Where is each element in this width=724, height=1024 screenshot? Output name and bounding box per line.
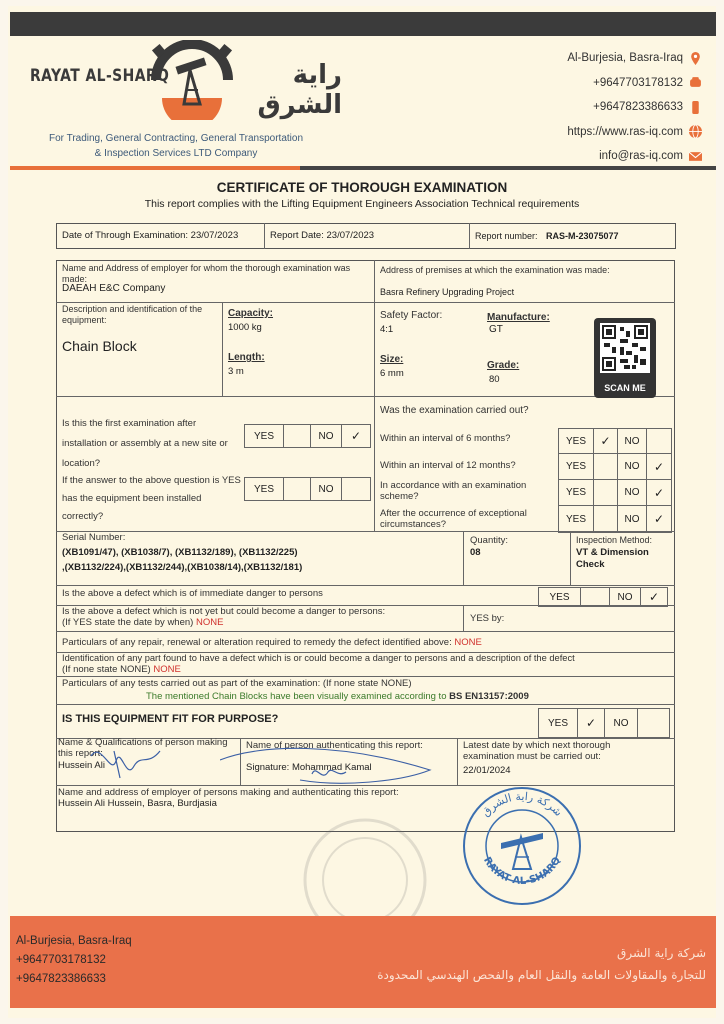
installed-correctly-question: If the answer to the above question is YES has the equipment been installed correctly? (62, 475, 241, 522)
employer-value: DAEAH E&C Company (62, 283, 166, 294)
future-danger-line2 (62, 617, 223, 628)
tests-line (146, 691, 529, 702)
divider (570, 531, 571, 586)
capacity-value: 1000 kg (228, 322, 262, 333)
report-date: Report Date: 23/07/2023 (270, 230, 375, 241)
header-contact (567, 46, 702, 169)
first-exam-question: Is this the first examination after installation or assembly at a new site or location? (62, 418, 228, 469)
certificate-title: CERTIFICATE OF THOROUGH EXAMINATION (216, 180, 508, 195)
exceptional-question: After the occurrence of exceptional circumstances? (380, 508, 527, 530)
divider (56, 302, 675, 303)
capacity-label: Capacity: (228, 308, 274, 319)
contact-phone-1[interactable]: +9647703178132 (593, 76, 683, 89)
phone-icon (689, 76, 702, 89)
immediate-yes[interactable]: YES (538, 587, 581, 607)
interval-12-no[interactable]: NO (617, 453, 647, 480)
repair-question: Particulars of any repair, renewal or alteration required to remedy the defect identified above: (62, 637, 452, 648)
interval-6-no[interactable]: NO (617, 428, 647, 454)
serial-line-1: (XB1091/47), (XB1038/7), (XB1132/189), (XB1132/225) (62, 547, 298, 558)
divider (56, 396, 675, 397)
installed-yes-box[interactable] (283, 477, 311, 501)
report-person-value: Hussein Ali (58, 760, 105, 771)
first-exam-no-check[interactable]: ✓ (341, 424, 371, 448)
safety-factor-value: 4:1 (380, 324, 394, 335)
carried-out-question: Was the examination carried out? (380, 405, 529, 416)
divider (457, 738, 458, 785)
divider (56, 704, 675, 705)
divider (463, 531, 464, 586)
logo-arabic-text: راية الشرق (257, 60, 342, 120)
premises-label: Address of premises at which the examination was made: (380, 265, 610, 275)
scheme-no[interactable]: NO (617, 479, 647, 506)
header-bar (10, 12, 716, 36)
inspection-method-value: VT & Dimension Check (576, 547, 649, 570)
exceptional-no-check[interactable]: ✓ (646, 505, 672, 533)
future-danger-none: NONE (195, 617, 224, 628)
exceptional-yes-box[interactable] (593, 505, 618, 533)
repair-none: NONE (454, 637, 482, 648)
contact-address: Al-Burjesia, Basra-Iraq (567, 52, 683, 65)
interval-12-yes[interactable]: YES (558, 453, 594, 480)
fit-no[interactable]: NO (604, 708, 638, 738)
exam-date: Date of Through Examination: 23/07/2023 (62, 230, 239, 241)
company-tagline (26, 131, 326, 161)
footer-address: Al-Burjesia, Basra-Iraq (16, 935, 132, 947)
tagline-line-1: For Trading, General Contracting, General Transportation (48, 133, 304, 144)
contact-email[interactable]: info@ras-iq.com (599, 150, 683, 163)
premises-value: Basra Refinery Upgrading Project (380, 287, 515, 297)
footer-phone-2[interactable]: +9647823386633 (16, 973, 106, 985)
company-logo (22, 40, 342, 130)
footer-arabic (377, 942, 706, 986)
footer-arabic-line-2: للتجارة والمقاولات العامة والنقل العام والفحص الهندسي المحدودة (377, 968, 706, 982)
footer (10, 916, 716, 1008)
serial-label: Serial Number: (62, 532, 126, 543)
employer-label: Name and Address of employer for whom the thorough examination was made: (62, 263, 351, 284)
interval-12-question: Within an interval of 12 months? (380, 460, 516, 471)
employer-persons-value: Hussein Ali Hussein, Basra, Burdjasia (58, 798, 217, 809)
auth-person-label: Name of person authenticating this report: (246, 740, 423, 751)
identification-line2 (62, 664, 181, 675)
interval-6-question: Within an interval of 6 months? (380, 433, 511, 444)
immediate-danger-question: Is the above a defect which is of immediate danger to persons (62, 588, 323, 599)
repair-line (62, 637, 482, 648)
scheme-yes-box[interactable] (593, 479, 618, 506)
divider (463, 605, 464, 631)
fit-no-box[interactable] (637, 708, 670, 738)
divider (374, 260, 375, 396)
installed-yes[interactable]: YES (244, 477, 284, 501)
mobile-icon (689, 101, 702, 114)
footer-contact (16, 932, 132, 989)
immediate-yes-box[interactable] (580, 587, 610, 607)
stamp-bottom-text: RAYAT AL-SHARQ (481, 855, 563, 887)
report-number: RAS-M-23075077 (546, 231, 619, 241)
immediate-no[interactable]: NO (609, 587, 641, 607)
divider (56, 676, 675, 677)
installed-no-box[interactable] (341, 477, 371, 501)
scheme-yes[interactable]: YES (558, 479, 594, 506)
footer-arabic-line-1: شركة راية الشرق (617, 946, 706, 960)
manufacture-label: Manufacture: (487, 312, 550, 323)
tests-value: The mentioned Chain Blocks have been visually examined according to (146, 691, 447, 702)
grade-value: 80 (489, 374, 500, 385)
report-person-label: Name & Qualifications of person making this report: (58, 737, 228, 759)
size-label: Size: (380, 354, 404, 365)
manufacture-value: GT (489, 324, 503, 335)
interval-6-no-box[interactable] (646, 428, 672, 454)
location-pin-icon (689, 52, 702, 65)
exceptional-yes[interactable]: YES (558, 505, 594, 533)
contact-phone-2[interactable]: +9647823386633 (593, 101, 683, 114)
inspection-method-label: Inspection Method: (576, 535, 653, 545)
company-stamp-icon (461, 785, 583, 907)
tests-standard: BS EN13157:2009 (449, 691, 529, 702)
interval-6-yes[interactable]: YES (558, 428, 594, 454)
length-value: 3 m (228, 366, 244, 377)
identification-none: NONE (153, 664, 181, 675)
quantity-label: Quantity: (470, 535, 509, 546)
qr-code-icon (600, 323, 650, 373)
contact-website[interactable]: https://www.ras-iq.com (567, 125, 683, 138)
description-value: Chain Block (62, 338, 137, 354)
first-exam-yes[interactable]: YES (244, 424, 284, 448)
fit-yes-check[interactable]: ✓ (577, 708, 605, 738)
tagline-line-2: & Inspection Services LTD Company (94, 148, 258, 159)
signature-hussein (86, 736, 166, 786)
scheme-no-check[interactable]: ✓ (646, 479, 672, 506)
safety-factor-label: Safety Factor: (380, 310, 443, 321)
future-danger-hint: (If YES state the date by when) (62, 617, 194, 628)
logo-english-text: RAYAT AL-SHARQ (30, 66, 170, 86)
interval-6-yes-check[interactable]: ✓ (593, 428, 618, 454)
auth-signature: Signature: Mohammad Kamal (246, 762, 372, 773)
divider (469, 223, 470, 249)
certificate-subtitle: This report complies with the Lifting Equipment Engineers Association Technical requirements (144, 198, 580, 210)
qr-code[interactable] (594, 318, 656, 398)
fit-for-purpose-question: IS THIS EQUIPMENT FIT FOR PURPOSE? (62, 713, 279, 725)
exceptional-no[interactable]: NO (617, 505, 647, 533)
divider (374, 396, 375, 531)
divider (56, 631, 675, 632)
identification-question: Identification of any part found to have a defect which is or could become a danger to persons and a description of the defect (62, 653, 575, 663)
future-danger-question: Is the above a defect which is not yet but could become a danger to persons: (62, 606, 386, 617)
identification-hint: (If none state NONE) (62, 664, 151, 675)
interval-12-yes-box[interactable] (593, 453, 618, 480)
yes-by-label: YES by: (470, 613, 505, 624)
length-label: Length: (228, 352, 265, 363)
scan-me-label: SCAN ME (604, 383, 646, 393)
stamp-top-text: شركة راية الشرق (478, 789, 565, 819)
size-value: 6 mm (380, 368, 404, 379)
divider (56, 585, 675, 586)
grade-label: Grade: (487, 360, 520, 371)
serial-line-2: ,(XB1132/224),(XB1132/244),(XB1038/14),(XB1132/181) (62, 562, 303, 573)
tests-label: Particulars of any tests carried out as part of the examination: (If none state NONE) (62, 678, 412, 689)
email-icon (689, 150, 702, 163)
description-label: Description and identification of the equipment: (62, 304, 203, 325)
first-exam-yes-box[interactable] (283, 424, 311, 448)
footer-phone-1[interactable]: +9647703178132 (16, 954, 106, 966)
next-exam-label: Latest date by which next thorough examination must be carried out: (463, 740, 611, 762)
fit-yes[interactable]: YES (538, 708, 578, 738)
next-exam-date: 22/01/2024 (463, 765, 511, 776)
first-exam-no[interactable]: NO (310, 424, 342, 448)
globe-icon (689, 125, 702, 138)
quantity-value: 08 (470, 547, 481, 558)
interval-12-no-check[interactable]: ✓ (646, 453, 672, 480)
scheme-question: In accordance with an examination scheme? (380, 480, 527, 502)
divider-gray (300, 166, 716, 170)
svg-text:RAYAT AL-SHARQ (481, 855, 563, 887)
svg-text:شركة راية الشرق (479, 790, 565, 819)
divider (56, 531, 675, 532)
divider (222, 302, 223, 396)
report-number-label: Report number: (475, 231, 538, 241)
divider (264, 223, 265, 249)
immediate-no-check[interactable]: ✓ (640, 587, 668, 607)
employer-persons-label: Name and address of employer of persons making and authenticating this report: (58, 787, 399, 798)
installed-no[interactable]: NO (310, 477, 342, 501)
